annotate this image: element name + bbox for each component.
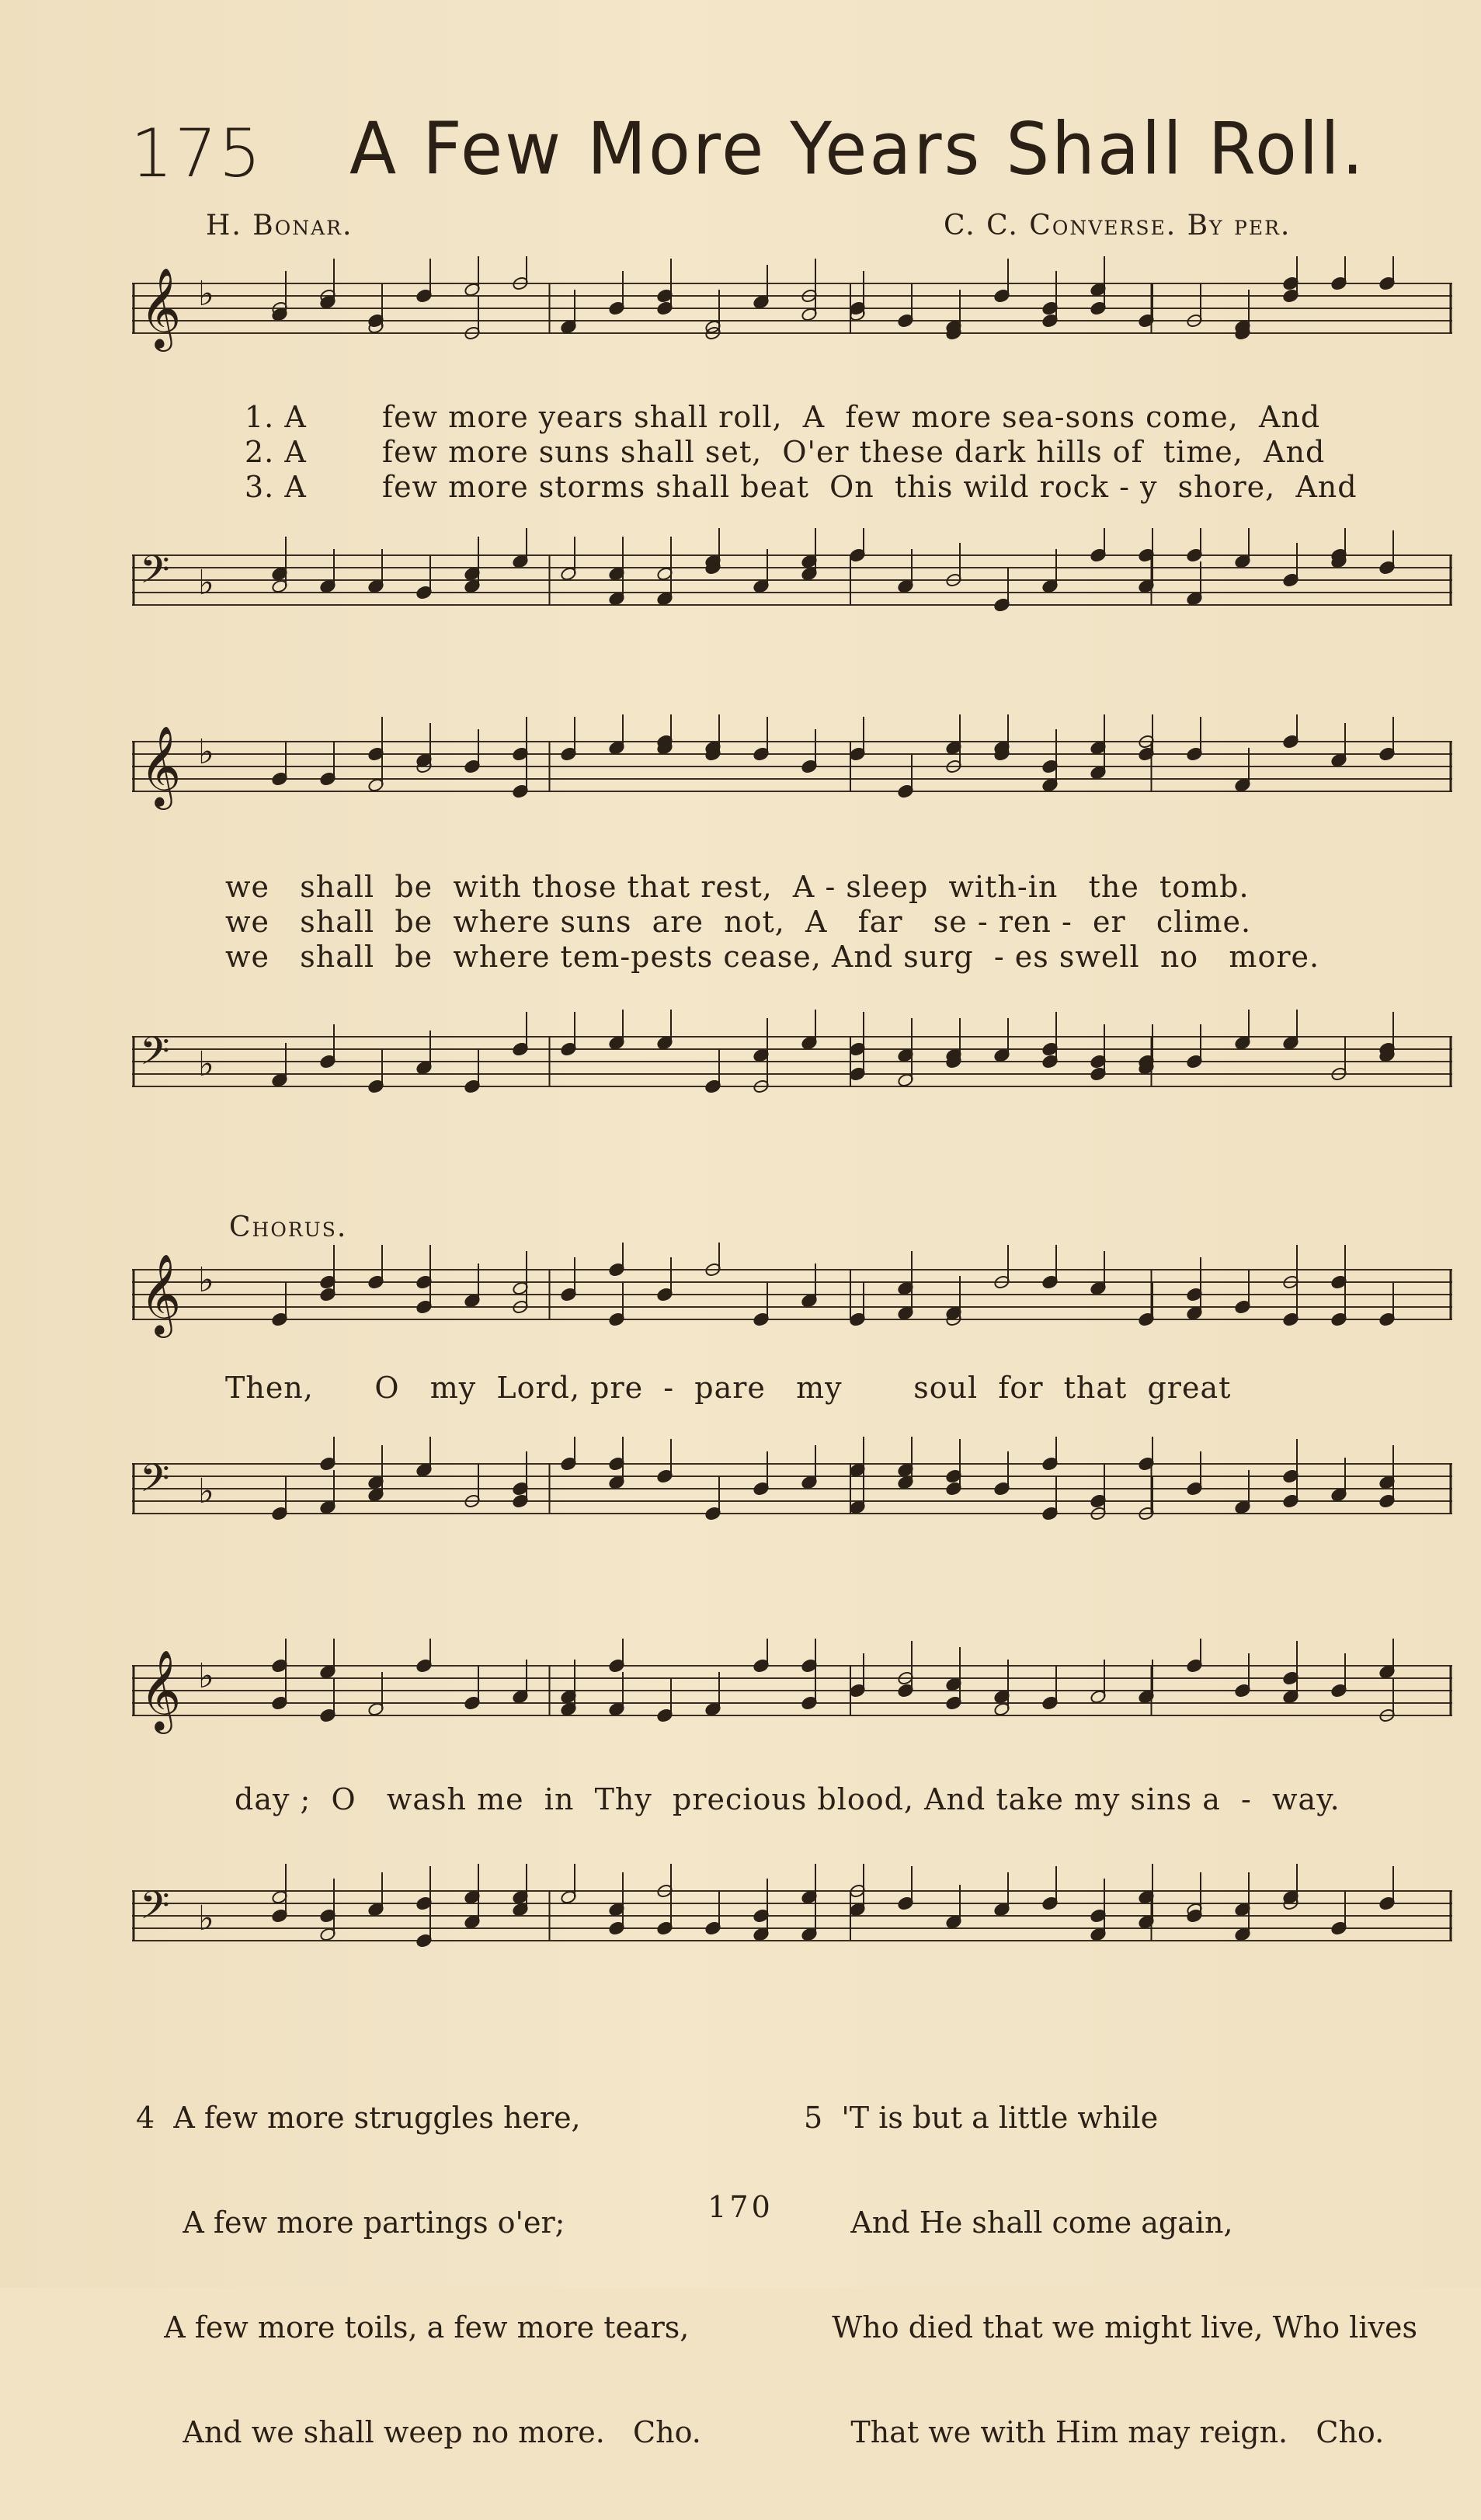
flat-key-signature-icon: ♭ bbox=[198, 732, 214, 772]
chorus-label: Chorus. bbox=[229, 1211, 348, 1243]
verse-number-1: 1. A bbox=[245, 400, 307, 434]
verse-4-line: A few more toils, a few more tears, bbox=[136, 2310, 690, 2344]
flat-key-signature-icon: ♭ bbox=[198, 1472, 214, 1511]
bass-clef-icon: 𝄢 bbox=[140, 547, 170, 602]
verse-5-line: And He shall come again, bbox=[804, 2205, 1233, 2240]
bass-staff bbox=[132, 528, 1452, 637]
composer-credit: C. C. Converse. By per. bbox=[944, 210, 1292, 242]
hymn-number: 175 bbox=[130, 115, 263, 193]
music-system-2 bbox=[132, 714, 1452, 1118]
verse-number-3: 3. A bbox=[245, 470, 307, 504]
verse-number-2: 2. A bbox=[245, 435, 307, 469]
treble-staff bbox=[132, 1243, 1452, 1351]
verse-4 bbox=[136, 2031, 701, 2520]
treble-staff bbox=[132, 1639, 1452, 1747]
chorus-lyric-line: Then, O my Lord, pre - pare my soul for that great bbox=[225, 1371, 1232, 1405]
hymn-title: A Few More Years Shall Roll. bbox=[349, 106, 1366, 191]
lyric-line-1: we shall be with those that rest, A - sleep with-in the tomb. bbox=[225, 870, 1250, 904]
music-system-1 bbox=[132, 256, 1452, 645]
flat-key-signature-icon: ♭ bbox=[198, 1260, 214, 1300]
music-system-4 bbox=[132, 1639, 1452, 1996]
bass-staff bbox=[132, 1864, 1452, 1973]
treble-clef-icon: 𝄞 bbox=[140, 1253, 182, 1335]
lyric-line-1: few more years shall roll, A few more sea-sons come, And bbox=[382, 400, 1321, 434]
bass-staff bbox=[132, 1437, 1452, 1545]
treble-clef-icon: 𝄞 bbox=[140, 267, 182, 349]
treble-clef-icon: 𝄞 bbox=[140, 725, 182, 807]
flat-key-signature-icon: ♭ bbox=[198, 1656, 214, 1696]
lyric-line-2: we shall be where suns are not, A far se - ren - er clime. bbox=[225, 905, 1252, 939]
flat-key-signature-icon: ♭ bbox=[198, 1044, 214, 1084]
chorus-lyric-line: day ; O wash me in Thy precious blood, And take my sins a - way. bbox=[235, 1782, 1340, 1816]
verse-5-line: That we with Him may reign. Cho. bbox=[804, 2415, 1385, 2449]
flat-key-signature-icon: ♭ bbox=[198, 274, 214, 314]
lyric-line-3: few more storms shall beat On this wild rock - y shore, And bbox=[382, 470, 1358, 504]
verse-4-line: A few more partings o'er; bbox=[136, 2205, 565, 2240]
verse-4-line: And we shall weep no more. Cho. bbox=[136, 2415, 701, 2449]
verse-4-line: 4 A few more struggles here, bbox=[136, 2101, 581, 2135]
treble-staff bbox=[132, 256, 1452, 365]
bass-clef-icon: 𝄢 bbox=[140, 1883, 170, 1938]
lyric-line-3: we shall be where tem-pests cease, And surg - es swell no more. bbox=[225, 940, 1320, 974]
lyric-line-2: few more suns shall set, O'er these dark hills of time, And bbox=[382, 435, 1326, 469]
treble-staff bbox=[132, 714, 1452, 823]
bass-staff bbox=[132, 1010, 1452, 1118]
music-system-3 bbox=[132, 1211, 1452, 1569]
treble-clef-icon: 𝄞 bbox=[140, 1649, 182, 1731]
verse-5-line: Who died that we might live, Who lives bbox=[804, 2310, 1417, 2344]
bass-clef-icon: 𝄢 bbox=[140, 1456, 170, 1510]
verse-5 bbox=[804, 2031, 1417, 2520]
flat-key-signature-icon: ♭ bbox=[198, 563, 214, 603]
verse-5-line: 5 'T is but a little while bbox=[804, 2101, 1159, 2135]
author-credit: H. Bonar. bbox=[206, 210, 353, 242]
bass-clef-icon: 𝄢 bbox=[140, 1029, 170, 1083]
flat-key-signature-icon: ♭ bbox=[198, 1899, 214, 1938]
page-number: 170 bbox=[707, 2190, 774, 2224]
